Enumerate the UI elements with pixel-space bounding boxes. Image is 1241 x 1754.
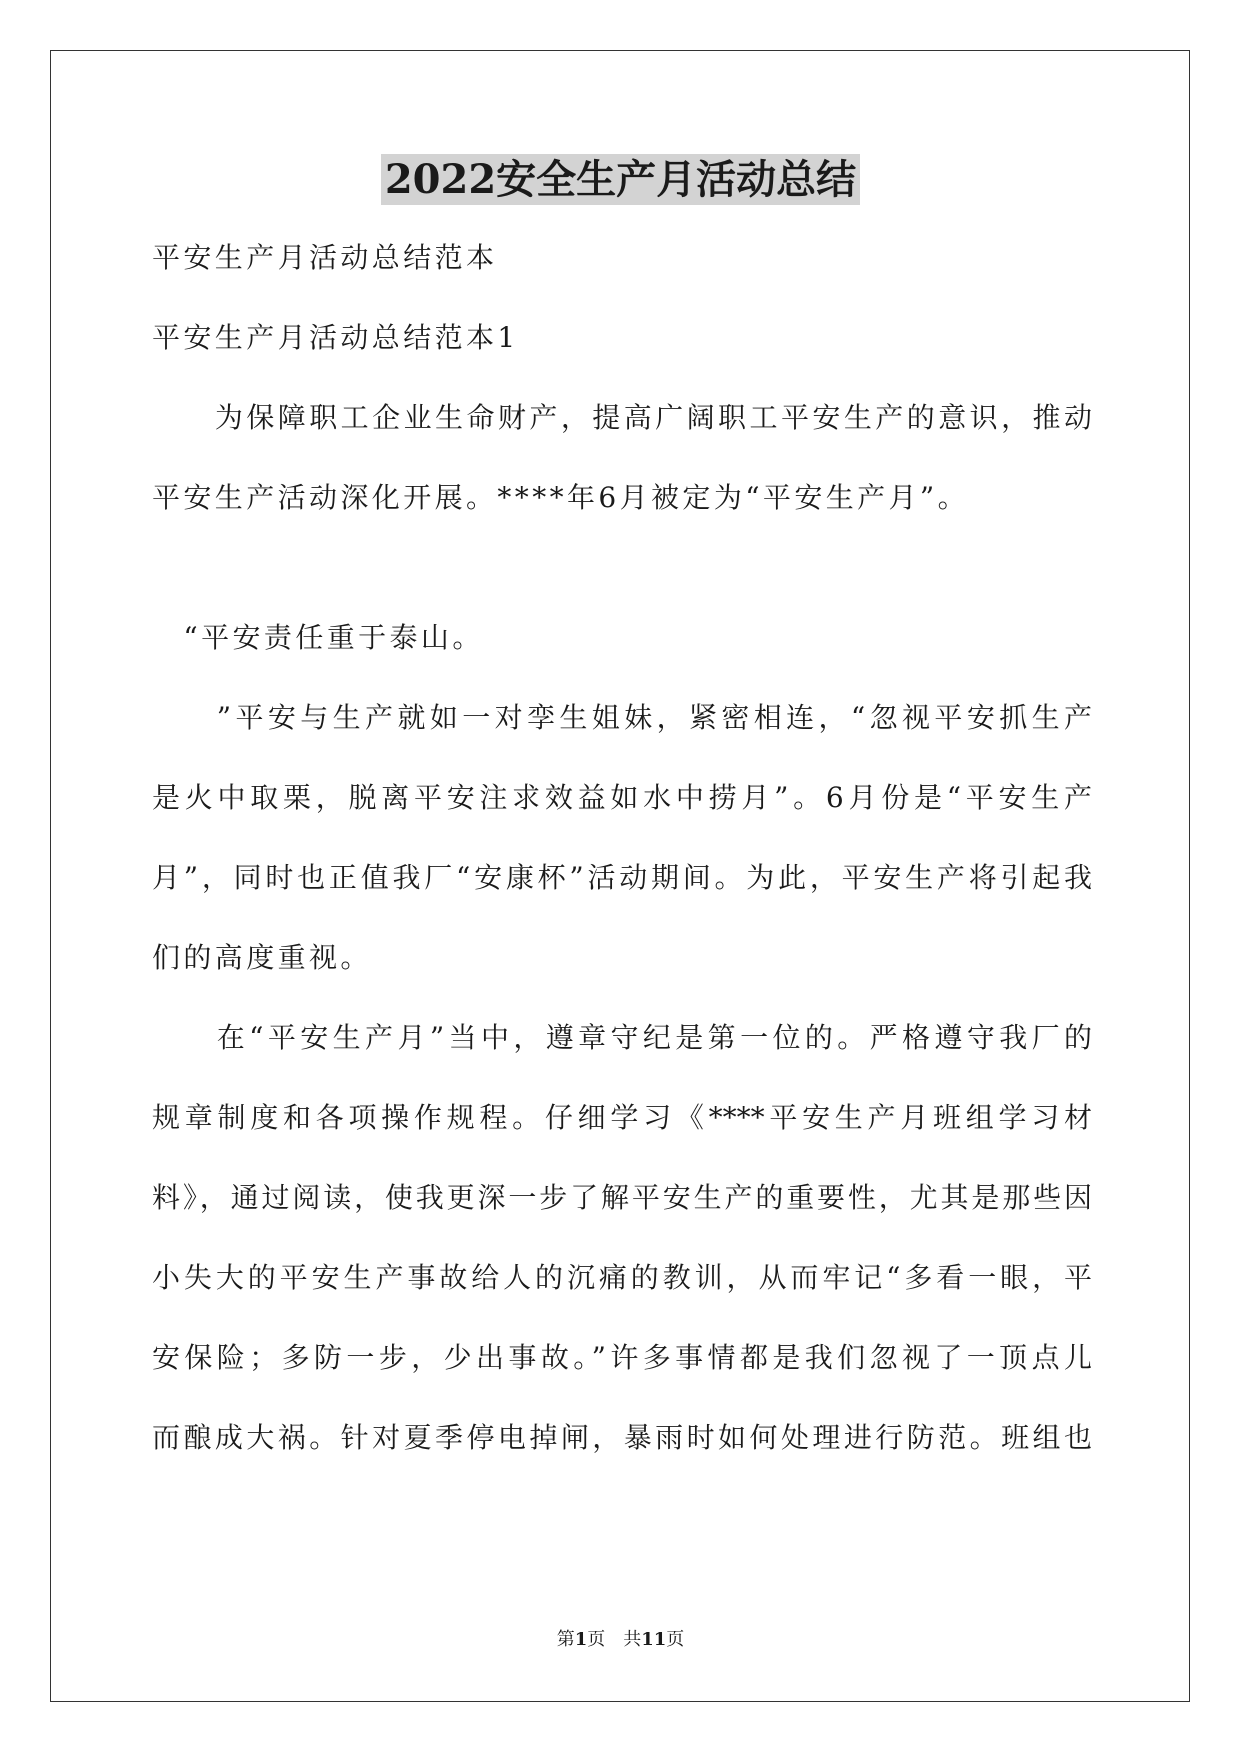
subtitle-1: 平安生产月活动总结范本 [152,241,498,274]
footer-page-number: 1 [574,1629,588,1650]
body-line-10: 料》，通过阅读，使我更深一步了解平安生产的重要性，尤其是那些因 [152,1181,1092,1214]
body-line-6: 月”，同时也正值我厂“安康杯”活动期间。为此，平安生产将引起我 [152,861,1092,894]
footer-page-prefix: 第 [556,1629,575,1650]
body-line-1: 为保障职工企业生命财产，提高广阔职工平安生产的意识，推动 [152,401,1092,434]
footer-page-suffix: 页 [587,1629,606,1650]
body-line-4: ”平安与生产就如一对孪生姐妹，紧密相连，“忽视平安抓生产 [152,701,1092,734]
body-line-2: 平安生产活动深化开展。****年6月被定为“平安生产月”。 [152,481,970,514]
body-line-3: “平安责任重于泰山。 [152,621,484,654]
body-line-13: 而酿成大祸。针对夏季停电掉闸，暴雨时如何处理进行防范。班组也 [152,1421,1092,1454]
page-footer [0,1628,1241,1652]
body-line-5: 是火中取栗，脱离平安注求效益如水中捞月”。6月份是“平安生产 [152,781,1092,814]
body-line-7: 们的高度重视。 [152,941,372,974]
body-line-12: 安保险；多防一步，少出事故。”许多事情都是我们忽视了一顶点儿 [152,1341,1092,1374]
document-title-text: 2022安全生产月活动总结 [381,154,860,205]
footer-total-pages: 11 [641,1629,667,1650]
footer-total-suffix: 页 [666,1629,685,1650]
footer-total-prefix: 共 [623,1629,642,1650]
body-line-11: 小失大的平安生产事故给人的沉痛的教训，从而牢记“多看一眼，平 [152,1261,1092,1294]
body-line-8: 在“平安生产月”当中，遵章守纪是第一位的。严格遵守我厂的 [152,1021,1092,1054]
document-title [0,150,1241,210]
body-line-9: 规章制度和各项操作规程。仔细学习《****平安生产月班组学习材 [152,1101,1092,1134]
subtitle-2: 平安生产月活动总结范本1 [152,321,519,354]
